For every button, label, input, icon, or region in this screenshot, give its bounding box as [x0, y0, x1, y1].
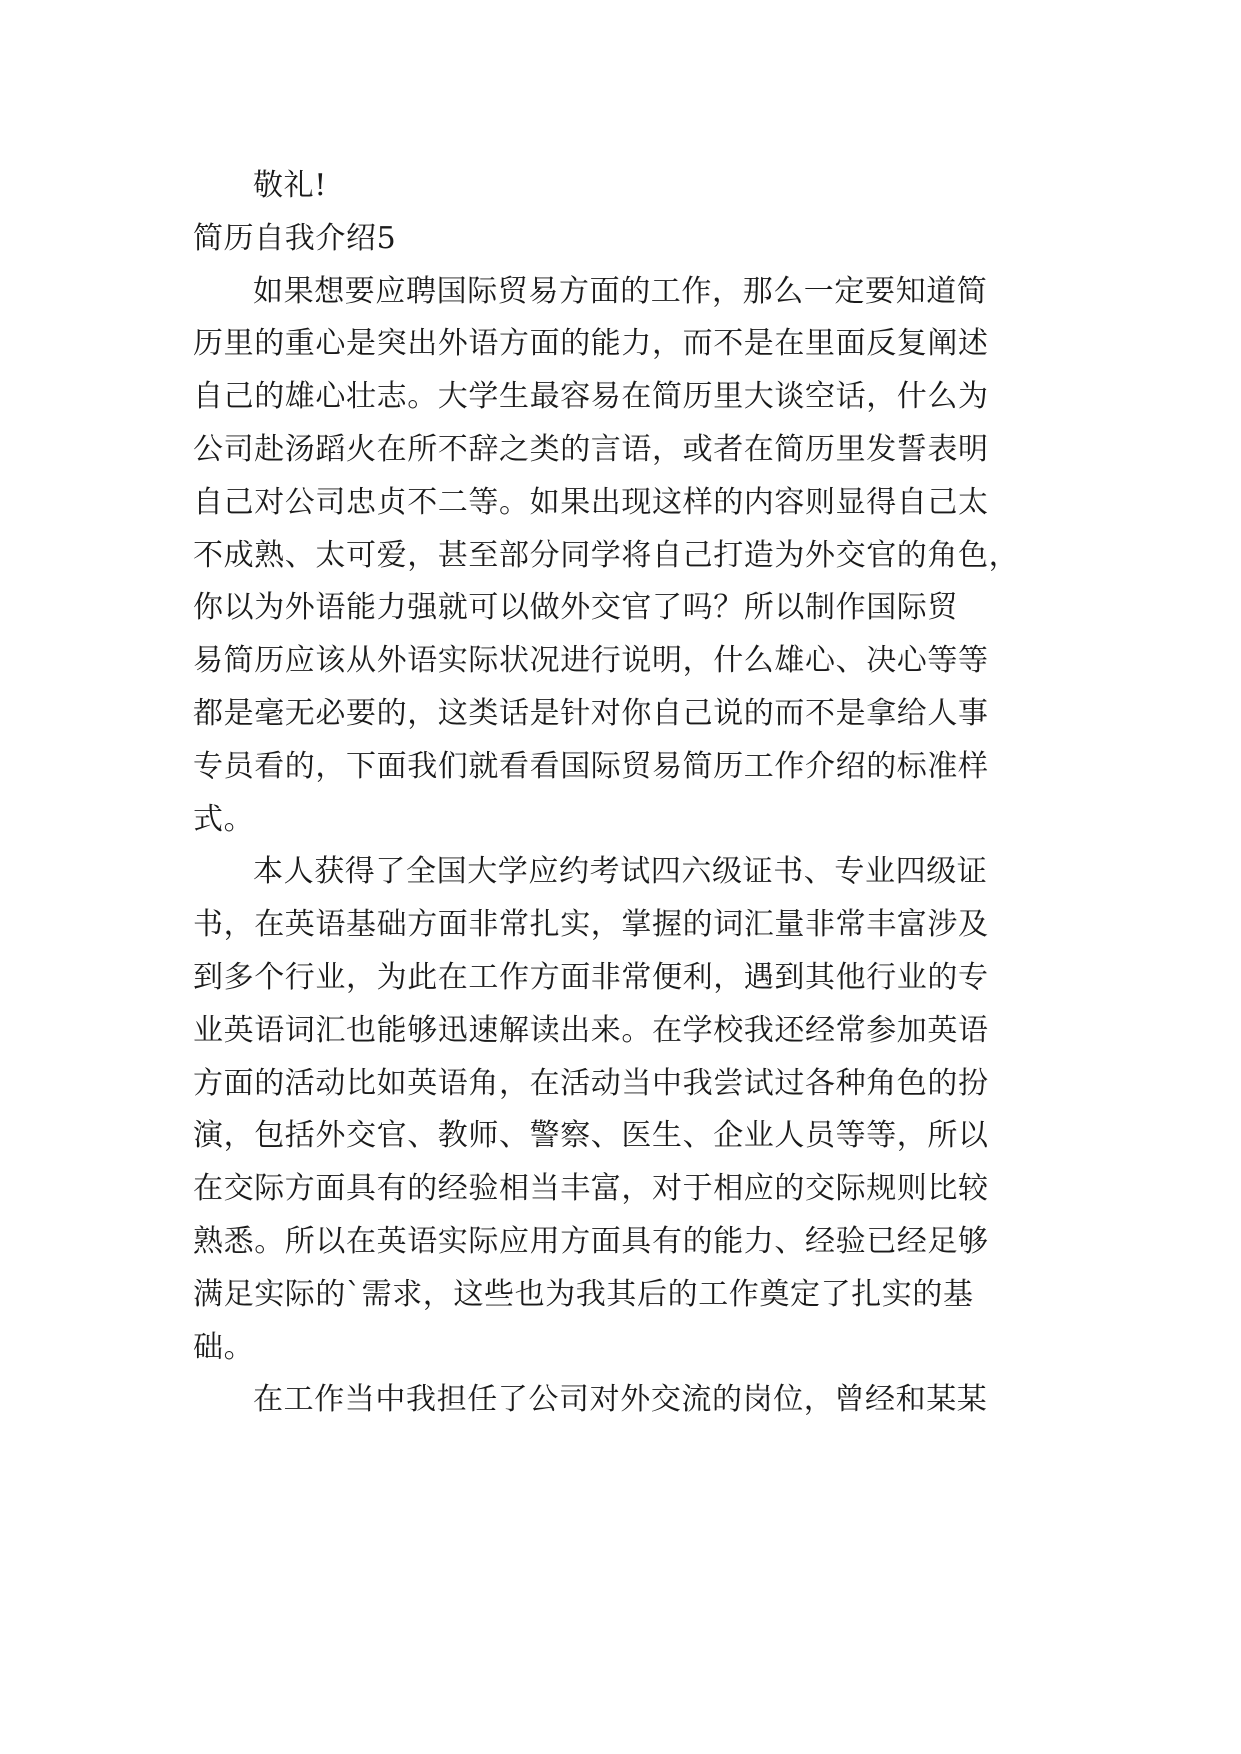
- paragraph-line: 书，在英语基础方面非常扎实，掌握的词汇量非常丰富涉及: [193, 907, 989, 943]
- paragraph-line: 你以为外语能力强就可以做外交官了吗？所以制作国际贸: [193, 590, 958, 626]
- paragraph-line: 本人获得了全国大学应约考试四六级证书、专业四级证: [253, 854, 988, 890]
- paragraph-line: 公司赴汤蹈火在所不辞之类的言语，或者在简历里发誓表明: [193, 431, 989, 467]
- paragraph-line: 自己的雄心壮志。大学生最容易在简历里大谈空话，什么为: [193, 379, 989, 415]
- paragraph-line: 演，包括外交官、教师、警察、医生、企业人员等等，所以: [193, 1118, 989, 1154]
- paragraph-line: 方面的活动比如英语角，在活动当中我尝试过各种角色的扮: [193, 1065, 989, 1101]
- document-body: [193, 160, 1055, 1427]
- paragraph-line: 业英语词汇也能够迅速解读出来。在学校我还经常参加英语: [193, 1012, 989, 1048]
- paragraph-line: 都是毫无必要的，这类话是针对你自己说的而不是拿给人事: [193, 695, 989, 731]
- paragraph-line: 易简历应该从外语实际状况进行说明，什么雄心、决心等等: [193, 643, 989, 679]
- paragraph-line: 式。: [193, 801, 255, 837]
- closing-salutation: 敬礼!: [253, 168, 327, 203]
- paragraph-line: 础。: [193, 1329, 255, 1365]
- paragraph-line: 自己对公司忠贞不二等。如果出现这样的内容则显得自己太: [193, 484, 989, 520]
- paragraph-line: 满足实际的`需求，这些也为我其后的工作奠定了扎实的基: [193, 1276, 974, 1312]
- paragraph-line: 熟悉。所以在英语实际应用方面具有的能力、经验已经足够: [193, 1223, 989, 1259]
- paragraph-line: 如果想要应聘国际贸易方面的工作，那么一定要知道简: [253, 273, 988, 309]
- paragraph-line: 在交际方面具有的经验相当丰富，对于相应的交际规则比较: [193, 1171, 989, 1207]
- paragraph-line: 历里的重心是突出外语方面的能力，而不是在里面反复阐述: [193, 326, 989, 362]
- paragraph-line: 到多个行业，为此在工作方面非常便利，遇到其他行业的专: [193, 959, 989, 995]
- paragraph-line: 在工作当中我担任了公司对外交流的岗位，曾经和某某: [253, 1382, 988, 1418]
- paragraph-line: 专员看的，下面我们就看看国际贸易简历工作介绍的标准样: [193, 748, 989, 784]
- section-title: 简历自我介绍5: [193, 220, 397, 256]
- paragraph-line: 不成熟、太可爱，甚至部分同学将自己打造为外交官的角色，: [193, 537, 1020, 573]
